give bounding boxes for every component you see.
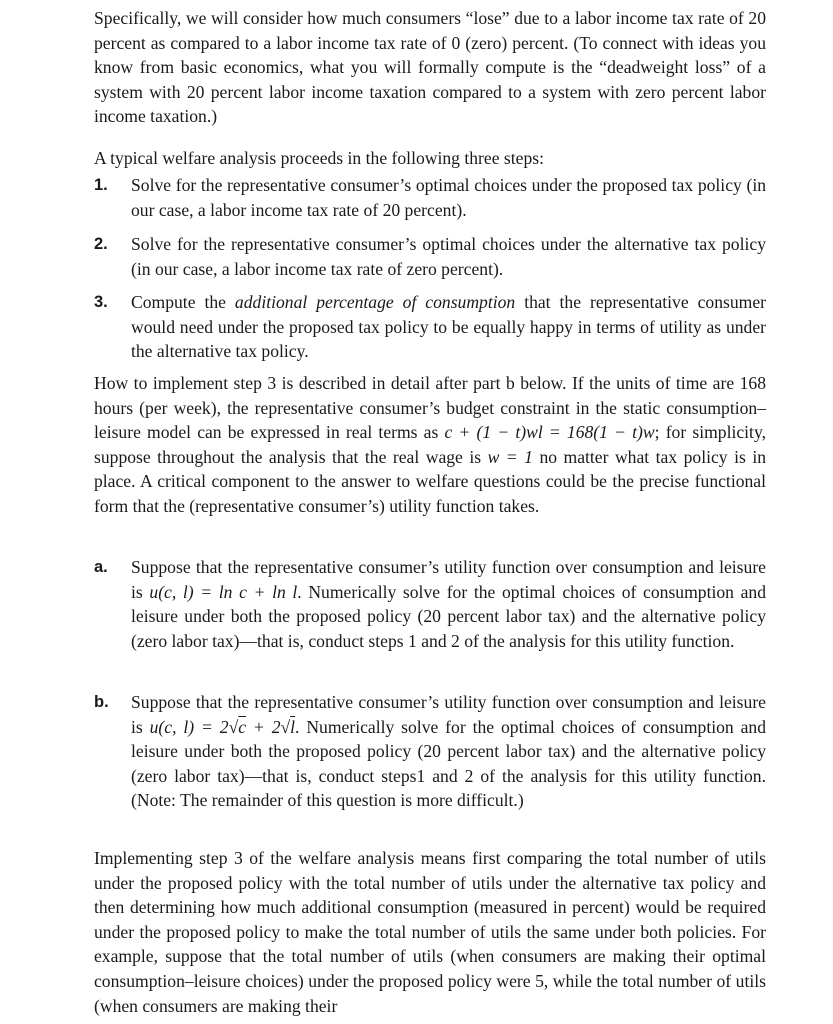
part-a-label: a. — [94, 558, 108, 576]
part-b-label: b. — [94, 693, 109, 711]
part-a — [94, 555, 766, 653]
step-1-number: 1. — [94, 176, 108, 194]
step-3-number: 3. — [94, 293, 108, 311]
step-2-text: Solve for the representative consumer’s optimal choices under the alternative tax policy (in our case, a labor income tax rate of zero percent). — [131, 234, 766, 279]
step-3-text: Compute the additional percentage of consumption that the representative consumer would need under the proposed tax policy to be equally happy in terms of utility as under the alternative tax policy. — [131, 292, 766, 362]
steps-lead-text: A typical welfare analysis proceeds in the following three steps: — [94, 148, 544, 168]
step-1 — [94, 173, 766, 222]
part-a-text: Suppose that the representative consumer’s utility function over consumption and leisure is u(c, l) = ln c + ln l. Numerically solve for the optimal choices of consumption and leisure under both the proposed policy (20 percent labor tax) and the alternative policy (zero labor tax)—that is, conduct steps 1 and 2 of the analysis for this utility function. — [131, 557, 767, 651]
budget-paragraph: How to implement step 3 is described in detail after part b below. If the units of time are 168 hours (per week), the representative consumer’s budget constraint in the static consumption–leisure model can be expressed in real terms as c + (1 − t)wl = 168(1 − t)w; for simplicity, suppose throughout the analysis that the real wage is w = 1 no matter what tax policy is in place. A critical component to the answer to welfare questions could be the precise functional form that the (representative consumer’s) utility function takes. — [94, 373, 767, 516]
steps-lead-paragraph — [94, 146, 766, 171]
step3-implementation-paragraph — [94, 846, 766, 1018]
step-2-number: 2. — [94, 235, 108, 253]
part-b — [94, 690, 766, 813]
part-b-text: Suppose that the representative consumer’s utility function over consumption and leisure is u(c, l) = 2√c + 2√l. Numerically solve for the optimal choices of consumption and leisure under both the proposed policy (20 percent labor tax) and the alternative policy (zero labor tax)—that is, conduct steps1 and 2 of the analysis for this utility function. (Note: The remainder of this question is more difficult.) — [131, 692, 766, 811]
intro-text: Specifically, we will consider how much consumers “lose” due to a labor income tax rate of 20 percent as compared to a labor income tax rate of 0 (zero) percent. (To connect with ideas you know from basic economics, what you will formally compute is the “deadweight loss” of a system with 20 percent labor income taxation compared to a system with zero percent labor income taxation.) — [94, 8, 766, 127]
step3-implementation-text: Implementing step 3 of the welfare analysis means first comparing the total number of utils under the proposed policy with the total number of utils under the alternative tax policy and then determining how much additional consumption (measured in percent) would be required under the proposed policy to make the total number of utils the same under both policies. For example, suppose that the total number of utils (when consumers are making their optimal consumption–leisure choices) under the proposed policy were 5, while the total number of utils (when consumers are making their — [94, 848, 766, 1016]
step-1-text: Solve for the representative consumer’s optimal choices under the proposed tax policy (in our case, a labor income tax rate of 20 percent). — [131, 175, 766, 220]
step-3 — [94, 290, 766, 364]
step-2 — [94, 232, 766, 281]
intro-paragraph — [94, 6, 766, 129]
